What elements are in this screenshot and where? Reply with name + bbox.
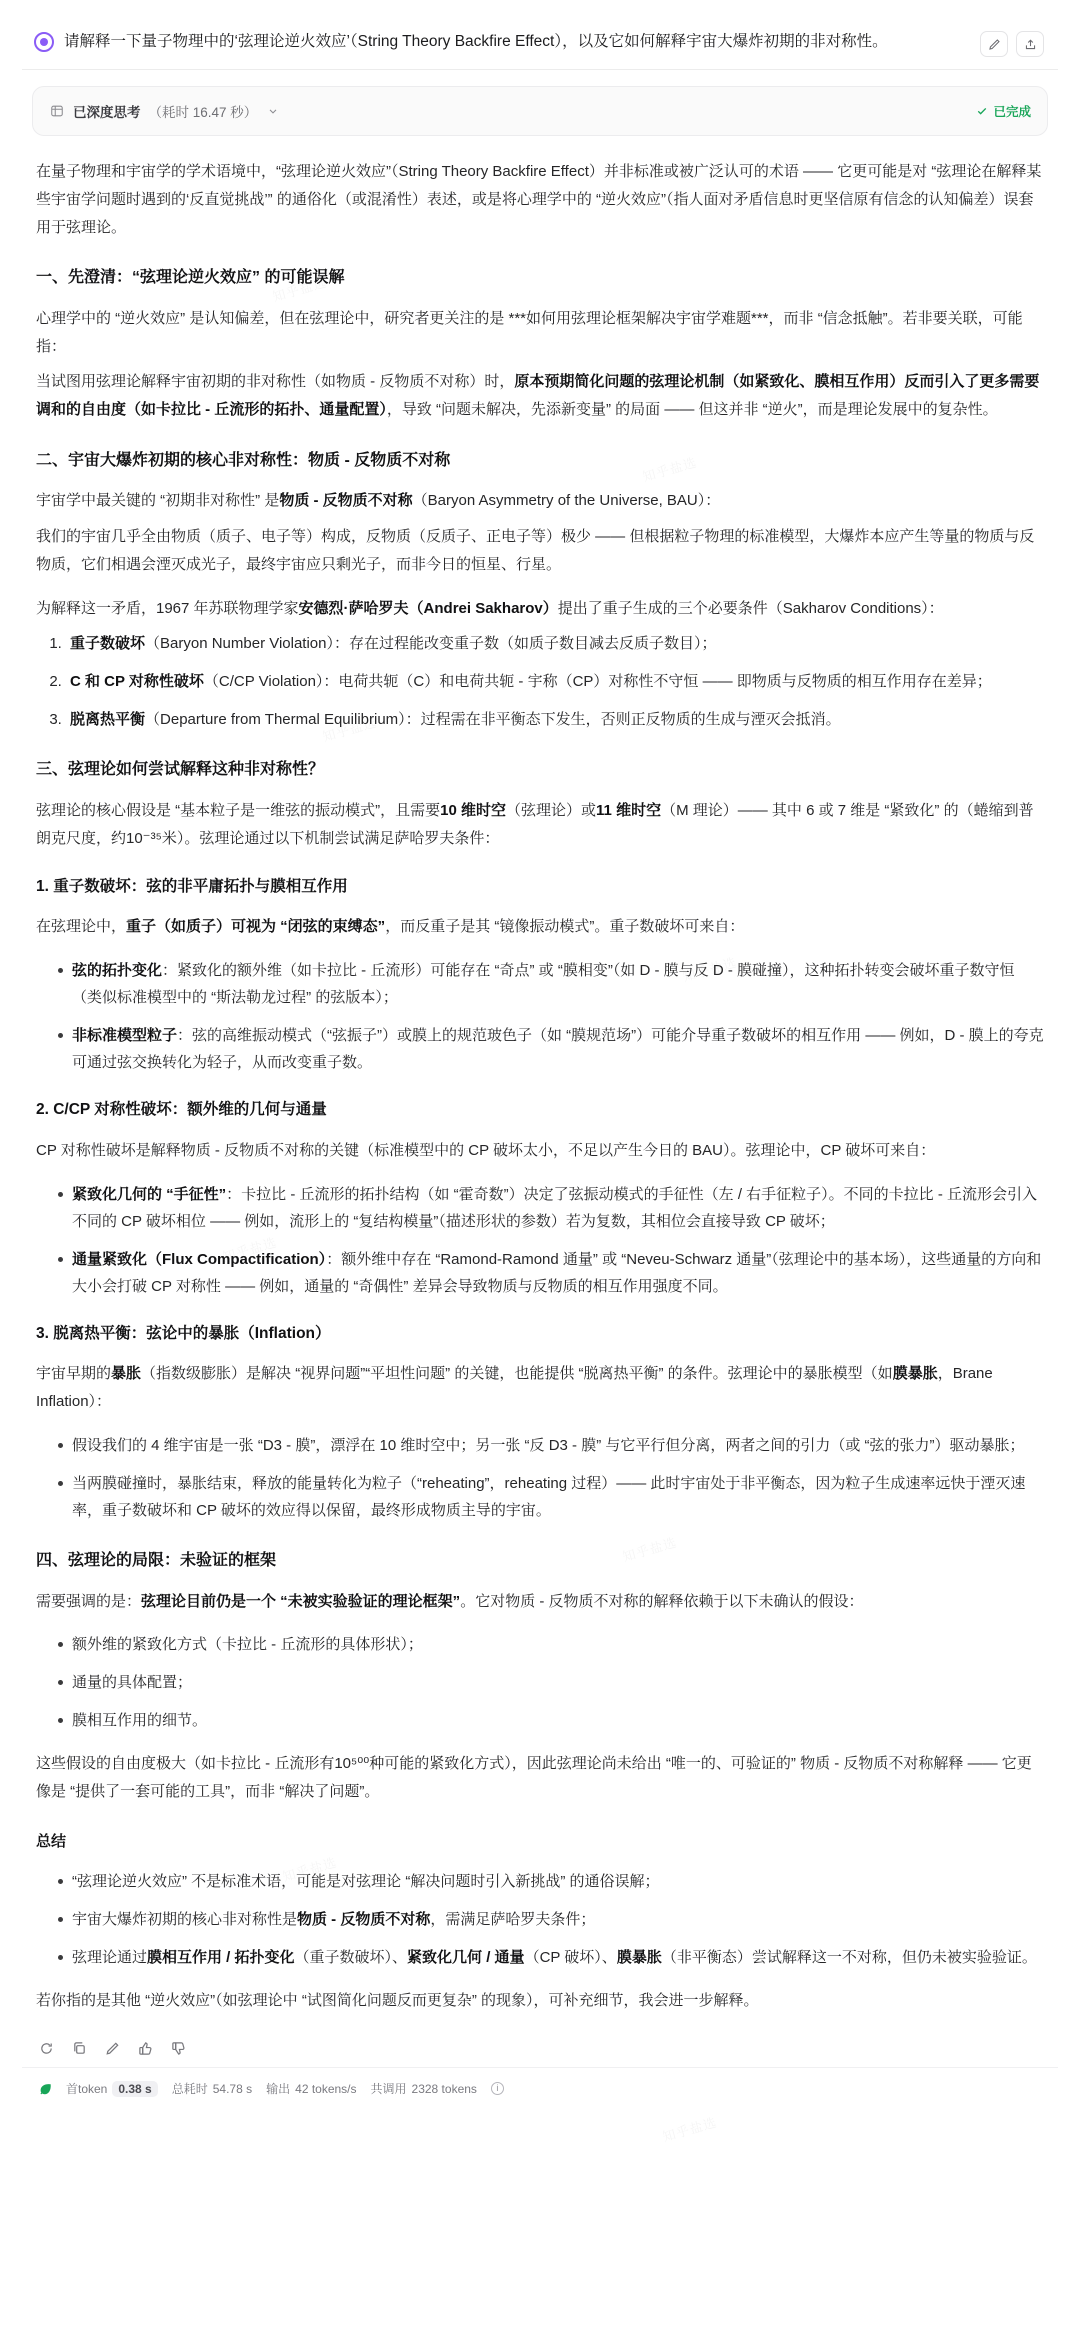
s3p1a: 弦理论的核心假设是 “基本粒子是一维弦的振动模式”，且需要 — [36, 802, 441, 820]
section-3-sub-2-list — [36, 1181, 1044, 1300]
s3h3pa: 宇宙早期的 — [36, 1365, 112, 1383]
edit-icon[interactable] — [104, 2040, 121, 2057]
section-2-title: 二、宇宙大爆炸初期的核心非对称性：物质 - 反物质不对称 — [36, 451, 451, 469]
s2p1b: 物质 - 反物质不对称 — [279, 492, 413, 510]
total-time-value: 54.78 s — [212, 2081, 253, 2096]
list-item — [58, 957, 1044, 1011]
item-rest: ：额外维中存在 “Ramond-Ramond 通量” 或 “Neveu-Schwarz 通量”（弦理论中的基本场），这些通量的方向和大小会打破 CP 对称性 —— 例如，通量的 “奇偶性” 差异会导致物质与反物质的相互作用强度不同。 — [72, 1250, 1042, 1295]
item-pre: 弦理论通过 — [72, 1948, 148, 1966]
item-bold: 非标准模型粒子 — [72, 1027, 178, 1045]
item-pre: 宇宙大爆炸初期的核心非对称性是 — [72, 1910, 298, 1928]
token-usage-label: 共调用 — [370, 2082, 407, 2097]
item-bold: 通量紧致化（Flux Compactification） — [72, 1250, 327, 1268]
total-time-label: 总耗时 — [171, 2082, 208, 2097]
first-token-label: 首token — [66, 2082, 108, 2097]
pencil-icon[interactable] — [980, 31, 1008, 57]
list-item: “弦理论逆火效应” 不是标准术语，可能是对弦理论 “解决问题时引入新挑战” 的通俗误解； — [58, 1868, 1044, 1895]
copy-icon[interactable] — [71, 2040, 88, 2057]
item-bold: 物质 - 反物质不对称 — [297, 1910, 431, 1928]
item-bold3: 膜暴胀 — [616, 1948, 662, 1966]
list-item — [66, 668, 1044, 695]
section-4-paragraph-1 — [36, 1588, 1044, 1616]
list-item — [66, 706, 1044, 733]
item-bold: 膜相互作用 / 拓扑变化 — [147, 1948, 295, 1966]
section-4-title: 四、弦理论的局限：未验证的框架 — [36, 1551, 277, 1569]
list-item — [58, 1432, 1044, 1459]
item-rest: ：卡拉比 - 丘流形的拓扑结构（如 “霍奇数”）决定了弦振动模式的手征性（左 / 右手征粒子）。不同的卡拉比 - 丘流形会引入不同的 CP 破坏相位 —— 例如，流形上的 “复结构模量”（描述形状的参数）若为复数，其相位会直接导致 CP 破坏； — [72, 1185, 1037, 1230]
status-badge-label: 已完成 — [993, 105, 1031, 119]
item-rest: （Baryon Number Violation）：存在过程能改变重子数（如质子数目减去反质子数目）； — [145, 635, 717, 653]
user-avatar — [34, 32, 54, 52]
message-actions — [22, 2030, 1058, 2065]
thumbs-down-icon[interactable] — [170, 2040, 187, 2057]
item-post: （非平衡态）尝试解释这一不对称，但仍未被实验验证。 — [661, 1948, 1037, 1966]
thinking-duration: （耗时 16.47 秒） — [148, 105, 258, 120]
token-usage-value: 2328 tokens — [411, 2081, 477, 2096]
s3h1pc: ，而反重子是其 “镜像振动模式”。重子数破坏可来自： — [385, 918, 745, 936]
thumbs-up-icon[interactable] — [137, 2040, 154, 2057]
first-token-stat — [66, 2080, 158, 2097]
section-4-list — [36, 1631, 1044, 1734]
refresh-icon[interactable] — [38, 2040, 55, 2057]
section-3-sub-3-list — [36, 1432, 1044, 1524]
item-rest: ：弦的高维振动模式（“弦振子”）或膜上的规范玻色子（如 “膜规范场”）可能介导重子数破坏的相互作用 —— 例如，D - 膜上的夸克可通过弦交换转化为轻子，从而改变重子数。 — [72, 1027, 1044, 1072]
list-item — [58, 1246, 1044, 1300]
s3h3pe: ，Brane Inflation）： — [36, 1365, 993, 1411]
s3p1e: （M 理论）—— 其中 6 或 7 维是 “紧致化” 的（蜷缩到普朗克尺度，约10⁻³⁵米）。弦理论通过以下机制尝试满足萨哈罗夫条件： — [36, 802, 1034, 847]
section-3-sub-1-title: 1. 重子数破坏：弦的非平庸拓扑与膜相互作用 — [36, 877, 348, 895]
list-item: 额外维的紧致化方式（卡拉比 - 丘流形的具体形状）； — [58, 1631, 1044, 1658]
stats-bar — [22, 2067, 1058, 2115]
s3p1b: 10 维时空 — [440, 802, 507, 820]
answer-body — [22, 158, 1058, 2014]
s3h1pb: 重子（如质子）可视为 “闭弦的束缚态” — [126, 918, 386, 936]
item-rest: 假设我们的 4 维宇宙是一张 “D3 - 膜”，漂浮在 10 维时空中；另一张 “反 D3 - 膜” 与它平行但分离，两者之间的引力（或 “弦的张力”）驱动暴胀； — [72, 1436, 1025, 1454]
item-bold2: 紧致化几何 / 通量 — [407, 1948, 525, 1966]
item-bold: 紧致化几何的 “手征性” — [72, 1185, 227, 1203]
thinking-label: 已深度思考 — [73, 105, 141, 120]
list-item — [58, 1022, 1044, 1076]
brain-icon — [49, 103, 65, 119]
list-item — [58, 1906, 1044, 1933]
status-badge — [976, 102, 1031, 120]
info-icon[interactable]: i — [491, 2082, 504, 2095]
s3h3pb: 暴胀 — [111, 1365, 142, 1383]
section-3-sub-3-paragraph — [36, 1360, 1044, 1416]
s4pc: 。它对物质 - 反物质不对称的解释依赖于以下未确认的假设： — [460, 1592, 864, 1610]
item-rest: （Departure from Thermal Equilibrium）：过程需在非平衡态下发生，否则正反物质的生成与湮灭会抵消。 — [145, 711, 841, 729]
list-item — [58, 1470, 1044, 1524]
s4pb: 弦理论目前仍是一个 “未被实验验证的理论框架” — [141, 1592, 461, 1610]
section-3-sub-1-list — [36, 957, 1044, 1076]
s2p3a: 为解释这一矛盾，1967 年苏联物理学家 — [36, 599, 299, 617]
item-mid1: （重子数破坏）、 — [294, 1948, 408, 1966]
item-post: ，需满足萨哈罗夫条件； — [430, 1910, 596, 1928]
thinking-card[interactable] — [32, 86, 1048, 136]
list-item — [58, 1944, 1044, 1971]
watermark — [660, 2111, 720, 2150]
prompt-bar — [22, 18, 1058, 70]
total-time-stat — [172, 2080, 252, 2097]
section-4-paragraph-2: 这些假设的自由度极大（如卡拉比 - 丘流形有10⁵⁰⁰种可能的紧致化方式），因此弦理论尚未给出 “唯一的、可验证的” 物质 - 反物质不对称解释 —— 它更像是 “提供了一套可能的工具”，而非 “解决了问题”。 — [36, 1755, 1032, 1801]
closing-paragraph: 若你指的是其他 “逆火效应”（如弦理论中 “试图简化问题反而更复杂” 的现象），可补充细节，我会进一步解释。 — [36, 1991, 759, 2009]
s3p1d: 11 维时空 — [596, 802, 662, 820]
section-3-sub-2-title: 2. C/CP 对称性破坏：额外维的几何与通量 — [36, 1101, 327, 1119]
list-item: 膜相互作用的细节。 — [58, 1707, 1044, 1734]
list-item — [66, 630, 1044, 657]
output-speed-stat — [266, 2080, 356, 2097]
section-1-title: 一、先澄清：“弦理论逆火效应” 的可能误解 — [36, 269, 345, 287]
output-speed-label: 输出 — [266, 2082, 291, 2097]
s3h1pa: 在弦理论中， — [36, 918, 127, 936]
output-speed-value: 42 tokens/s — [295, 2081, 357, 2096]
s1p2c: ，导致 “问题未解决，先添新变量” 的局面 —— 但这并非 “逆火”，而是理论发展中的复杂性。 — [386, 401, 998, 419]
section-3-sub-2-paragraph: CP 对称性破坏是解释物质 - 反物质不对称的关键（标准模型中的 CP 破坏太小，不足以产生今日的 BAU）。弦理论中，CP 破坏可来自： — [36, 1141, 936, 1159]
item-rest: 当两膜碰撞时，暴胀结束，释放的能量转化为粒子（“reheating”，reheating 过程）—— 此时宇宙处于非平衡态，因为粒子生成速率远快于湮灭速率，重子数破坏和 CP 破坏的效应得以保留，最终形成物质主导的宇宙。 — [72, 1474, 1026, 1519]
s3p1c: （弦理论）或 — [506, 802, 597, 820]
leaf-icon — [38, 2082, 52, 2096]
section-3-title: 三、弦理论如何尝试解释这种非对称性？ — [36, 761, 325, 779]
s2p1c: （Baryon Asymmetry of the Universe, BAU）： — [412, 492, 721, 510]
item-bold: 重子数破坏 — [70, 635, 146, 653]
section-3-sub-3-title: 3. 脱离热平衡：弦论中的暴胀（Inflation） — [36, 1324, 331, 1342]
first-token-value: 0.38 s — [112, 2081, 157, 2097]
item-rest: ：紧致化的额外维（如卡拉比 - 丘流形）可能存在 “奇点” 或 “膜相变”（如 D - 膜与反 D - 膜碰撞），这种拓扑转变会破坏重子数守恒（类似标准模型中的 “斯法勒龙过程” 的弦版本）； — [72, 962, 1015, 1007]
s1p2b: 原本预期简化问题的弦理论机制（如紧致化、膜相互作用）反而引入了更多需要调和的自由度（如卡拉比 - 丘流形的拓扑、通量配置） — [36, 373, 1040, 419]
prompt-text: 请解释一下量子物理中的‘弦理论逆火效应’（String Theory Backfire Effect），以及它如何解释宇宙大爆炸初期的非对称性。 — [64, 33, 888, 50]
section-3-paragraph-1 — [36, 797, 1044, 853]
s3h3pd: 膜暴胀 — [892, 1365, 938, 1383]
item-rest: （C/CP Violation）：电荷共轭（C）和电荷共轭 - 宇称（CP）对称性不守恒 —— 即物质与反物质的相互作用存在差异； — [203, 673, 992, 691]
s2p1a: 宇宙学中最关键的 “初期非对称性” 是 — [36, 492, 280, 510]
section-2-paragraph-1 — [36, 487, 1044, 515]
s1p2a: 当试图用弦理论解释宇宙初期的非对称性（如物质 - 反物质不对称）时， — [36, 373, 515, 391]
s2p3c: 提出了重子生成的三个必要条件（Sakharov Conditions）： — [557, 599, 944, 617]
intro-paragraph: 在量子物理和宇宙学的学术语境中，“弦理论逆火效应”（String Theory Backfire Effect）并非标准或被广泛认可的术语 —— 它更可能是对 “弦理论在解释某些宇宙学问题时遇到的‘反直觉挑战’” 的通俗化（或混淆性）表述，或是将心理学中的 “逆火效应”（指人面对矛盾信息时更坚信原有信念的认知偏差）误套用于弦理论。 — [36, 163, 1042, 236]
summary-list — [36, 1868, 1044, 1971]
list-item: 通量的具体配置； — [58, 1669, 1044, 1696]
item-mid2: （CP 破坏）、 — [524, 1948, 617, 1966]
section-2-paragraph-2: 我们的宇宙几乎全由物质（质子、电子等）构成，反物质（反质子、正电子等）极少 —— 但根据粒子物理的标准模型，大爆炸本应产生等量的物质与反物质，它们相遇会湮灭成光子，最终宇宙应只剩光子，而非今日的恒星、行星。 — [36, 528, 1035, 573]
section-3-sub-1-paragraph — [36, 913, 1044, 941]
item-bold: C 和 CP 对称性破坏 — [70, 673, 204, 691]
item-bold: 脱离热平衡 — [70, 711, 146, 729]
list-item — [58, 1181, 1044, 1235]
s4pa: 需要强调的是： — [36, 1592, 142, 1610]
sakharov-conditions-list — [36, 630, 1044, 733]
chevron-down-icon[interactable] — [267, 105, 279, 117]
section-1-paragraph-2 — [36, 368, 1044, 424]
s2p3b: 安德烈·萨哈罗夫（Andrei Sakharov） — [298, 599, 558, 617]
token-usage-stat — [371, 2080, 477, 2097]
summary-title: 总结 — [36, 1832, 67, 1850]
prompt-actions — [980, 31, 1044, 57]
share-icon[interactable] — [1016, 31, 1044, 57]
section-1-paragraph-1: 心理学中的 “逆火效应” 是认知偏差，但在弦理论中，研究者更关注的是 ***如何用弦理论框架解决宇宙学难题***，而非 “信念抵触”。若非要关联，可能指： — [36, 309, 1023, 355]
item-bold: 弦的拓扑变化 — [72, 962, 163, 980]
section-2-paragraph-3 — [36, 595, 1044, 623]
s3h3pc: （指数级膨胀）是解决 “视界问题”“平坦性问题” 的关键，也能提供 “脱离热平衡” 的条件。弦理论中的暴胀模型（如 — [141, 1365, 893, 1383]
